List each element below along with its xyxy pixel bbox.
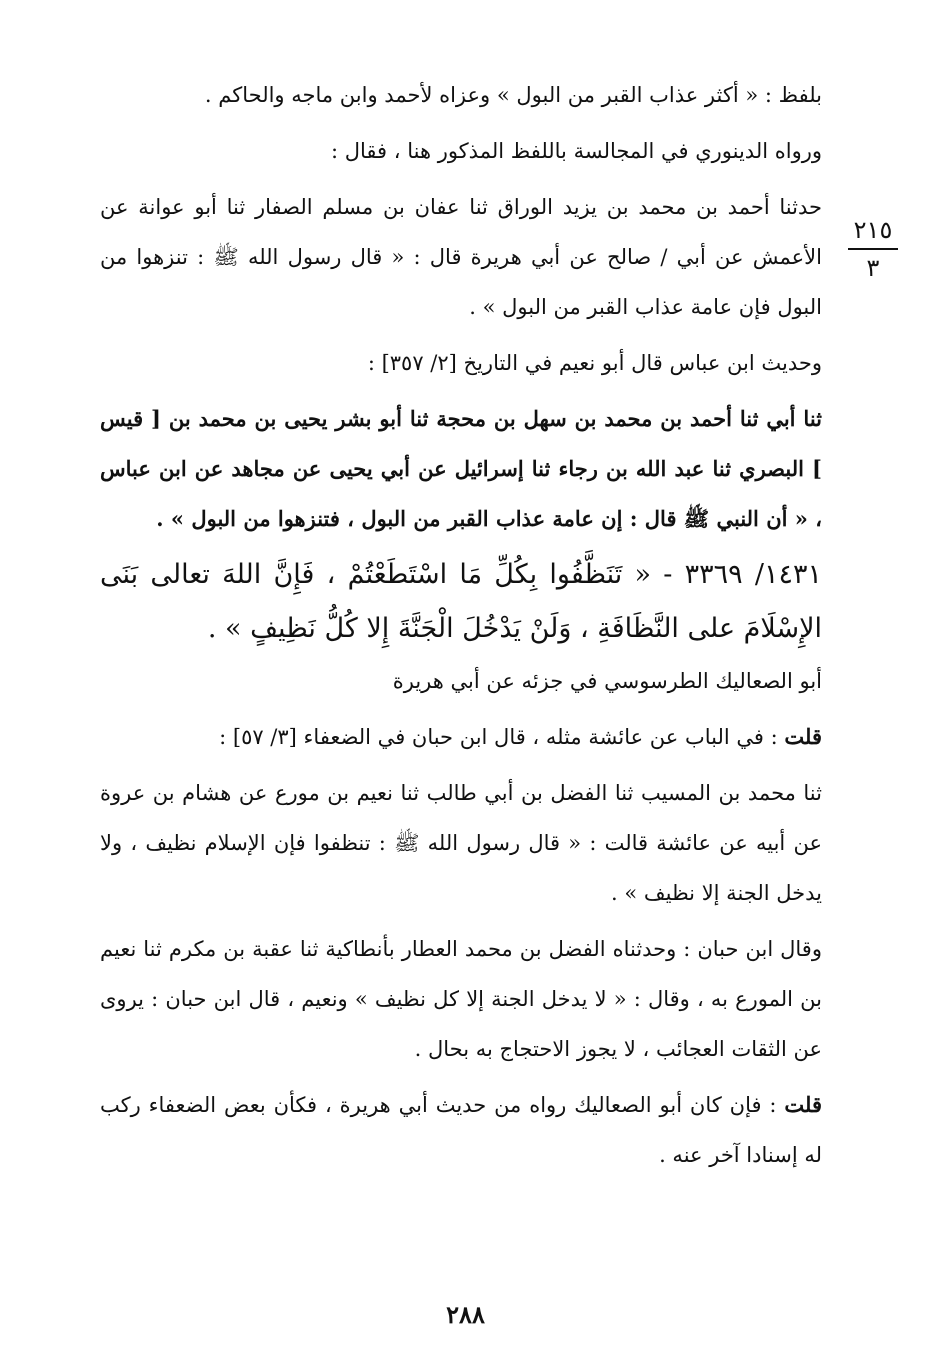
qult-label: قلت [784, 1092, 822, 1117]
hadith-text: ١٤٣١/ ٣٣٦٩ - « تَنَظَّفُوا بِكُلِّ مَا اسْتَطَعْتُمْ ، فَإِنَّ اللهَ تعالى بَنَى الإِسْلَامَ على النَّظَافَةِ ، وَلَنْ يَدْخُلَ الْجَنَّةَ إِلا كُلُّ نَظِيفٍ » . [100, 559, 822, 644]
qult-1-text: : في الباب عن عائشة مثله ، قال ابن حبان في الضعفاء [٣/ ٥٧] : [219, 725, 785, 749]
margin-note-top: ٢١٥ [853, 216, 893, 244]
paragraph-ibn-hibban-second: وقال ابن حبان : وحدثناه الفضل بن محمد العطار بأنطاكية ثنا عقبة بن مكرم ثنا نعيم بن المورع به ، وقال : « لا يدخل الجنة إلا كل نظيف » ونعيم ، قال ابن حبان : يروى عن الثقات العجائب ، لا يجوز الاحتجاج به بحال . [100, 937, 822, 1061]
paragraph-dinawari-intro: ورواه الدينوري في المجالسة باللفظ المذكور هنا ، فقال : [331, 139, 822, 163]
paragraph-ibn-hibban-isnad: ثنا محمد بن المسيب ثنا الفضل بن أبي طالب ثنا نعيم بن مورع عن هشام بن عروة عن أبيه عن عائشة قالت : « قال رسول الله ﷺ : تنظفوا فإن الإسلام نظيف ، ولا يدخل الجنة إلا نظيف » . [100, 781, 822, 905]
paragraph-ibn-abbas-intro: وحديث ابن عباس قال أبو نعيم في التاريخ [٢/ ٣٥٧] : [367, 351, 822, 375]
hadith-source: أبو الصعاليك الطرسوسي في جزئه عن أبي هريرة [392, 669, 822, 693]
paragraph-qult-1 [100, 712, 822, 762]
margin-note-rule [848, 248, 898, 250]
qult-2-text: : فإن كان أبو الصعاليك رواه من حديث أبي هريرة ، فكأن بعض الضعفاء ركب له إسنادا آخر عنه . [100, 1093, 822, 1167]
page-number: ٢٨٨ [446, 1300, 485, 1329]
margin-volume-page-reference [840, 216, 906, 282]
main-text-block [100, 70, 822, 1180]
paragraph-lafz: بلفظ : « أكثر عذاب القبر من البول » وعزاه لأحمد وابن ماجه والحاكم . [204, 83, 822, 107]
paragraph-qult-2 [100, 1080, 822, 1180]
qult-label: قلت [784, 724, 822, 749]
paragraph-dinawari-isnad: حدثنا أحمد بن محمد بن يزيد الوراق ثنا عفان بن مسلم الصفار ثنا أبو عوانة عن الأعمش عن أبي / صالح عن أبي هريرة قال : « قال رسول الله ﷺ : تنزهوا من البول فإن عامة عذاب القبر من البول » . [100, 195, 822, 319]
margin-note-bottom: ٣ [866, 254, 880, 282]
paragraph-ibn-abbas-isnad: ثنا أبي ثنا أحمد بن محمد بن سهل بن محجة ثنا أبو بشر يحيى بن محمد بن [ قيس ] البصري ثنا عبد الله بن رجاء ثنا إسرائيل عن أبي يحيى عن مجاهد عن ابن عباس ، « أن النبي ﷺ قال : إن عامة عذاب القبر من البول ، فتنزهوا من البول » . [100, 406, 822, 531]
